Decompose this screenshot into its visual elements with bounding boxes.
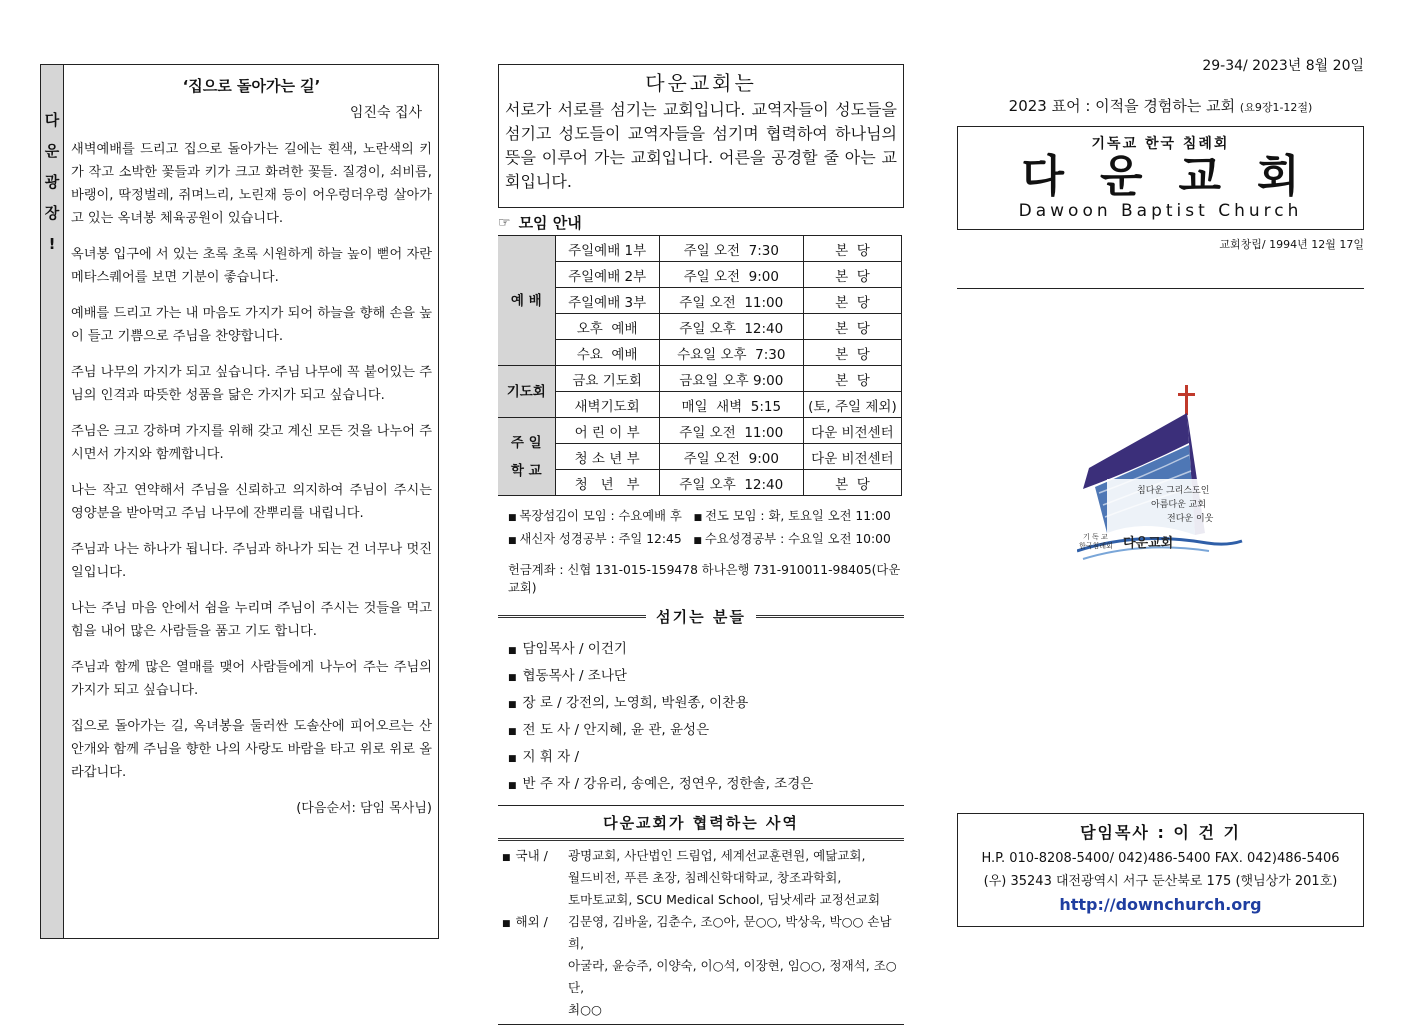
logo-church-name: 다운교회 [1123,536,1174,551]
essay-paragraph: 주님 나무의 가지가 되고 싶습니다. 주님 나무에 꼭 붙어있는 주님의 인격과 따뜻한 성품을 닮은 가지가 되고 싶습니다. [71,365,432,403]
essay-paragraph: 주님과 함께 많은 열매를 맺어 사람들에게 나누어 주는 주님의 가지가 되고 싶습니다. [71,660,432,698]
schedule-name: 새벽기도회 [555,392,659,418]
side-tab-char: ! [48,235,56,253]
meeting-schedule-table [498,235,902,496]
schedule-place: 다운 비전센터 [803,418,901,444]
square-bullet-icon: ■ [693,536,702,546]
schedule-name: 오후 예배 [555,314,659,340]
logo-motto-line: 아름다운 교회 [1151,500,1207,510]
list-item: ■ 담임목사 / 이건기 [508,641,627,657]
pointing-hand-icon: ☞ [498,214,511,231]
square-bullet-icon: ■ [508,513,517,523]
schedule-name: 청 년 부 [555,470,659,496]
schedule-place: 본 당 [803,288,901,314]
list-item: ■ 지 휘 자 / [508,749,580,765]
essay-paragraph: 나는 작고 연약해서 주님을 신뢰하고 의지하여 주님이 주시는 영양분을 받아먹고 주님 나무에 잔뿌리를 내립니다. [71,483,432,521]
church-name: 다운교회 [1021,151,1336,202]
essay-paragraph: 옥녀봉 입구에 서 있는 초록 초록 시원하게 하늘 높이 뻗어 자란 메타스퀘어를 보면 기분이 좋습니다. [71,247,432,285]
schedule-name: 수요 예배 [555,340,659,366]
square-bullet-icon: ■ [502,919,511,929]
schedule-time: 주일 오전 9:00 [659,262,803,288]
schedule-group-label: 예 배 [498,236,555,366]
essay-paragraph: 예배를 드리고 가는 내 마음도 가지가 되어 하늘을 향해 손을 높이 들고 기쁨으로 주님을 찬양합니다. [71,306,432,344]
divider [498,615,646,618]
logo-motto-line: 전다운 이웃 [1167,514,1214,524]
address: (우) 35243 대전광역시 서구 둔산북로 175 (햇님상가 201호) [983,874,1338,889]
schedule-place: 다운 비전센터 [803,444,901,470]
schedule-place: 본 당 [803,340,901,366]
coop-title: 다운교회가 협력하는 사역 [498,805,904,841]
schedule-name: 주일예배 3부 [555,288,659,314]
denomination: 기독교 한국 침례회 [1091,136,1230,152]
schedule-place: 본 당 [803,470,901,496]
table-row [498,444,902,470]
note-line: ■ 새신자 성경공부 : 주일 12:45 ■ 수요성경공부 : 수요일 오전 10:00 [508,532,891,546]
schedule-time: 주일 오후 12:40 [659,314,803,340]
pastor-name: 담임목사 : 이 건 기 [1080,823,1241,842]
essay [71,73,432,816]
issue-number: 29-34/ 2023년 8월 20일 [1202,58,1364,74]
essay-paragraph: 나는 주님 마음 안에서 쉼을 누리며 주님이 주시는 것들을 먹고 힘을 내어 많은 사람들을 품고 기도 합니다. [71,601,432,639]
side-tab-char: 다 [44,111,60,129]
list-item: ■ 협동목사 / 조나단 [508,668,627,684]
schedule-name: 주일예배 2부 [555,262,659,288]
about-title: 다운교회는 [645,71,757,95]
coop-domestic: ■ 국내 / 광명교회, 사단법인 드림업, 세계선교훈련원, 예닮교회, 월드비전, 푸른 초장, 침례신학대학교, 창조과학회, 토마토교회, SCU Medical School, 딤낫세라 교정선교회 [502,848,881,907]
staff-heading [498,606,904,627]
staff-list [508,637,904,799]
essay-paragraph: 주님은 크고 강하며 가지를 위해 갖고 계신 모든 것을 나누어 주시면서 가지와 함께합니다. [71,424,432,462]
church-logo [1077,383,1252,593]
table-row [498,392,902,418]
divider [957,288,1364,289]
about-box [498,64,904,208]
square-bullet-icon: ■ [508,646,517,656]
schedule-place: 본 당 [803,262,901,288]
side-tab-char: 장 [44,204,60,222]
founding-date: 교회창립/ 1994년 12월 17일 [1219,238,1364,251]
essay-panel [40,64,439,939]
schedule-place: (토, 주일 제외) [803,392,901,418]
about-text: 서로가 서로를 섬기는 교회입니다. 교역자들이 성도들을 섬기고 성도들이 교역자들을 섬기며 협력하여 하나님의 뜻을 이루어 가는 교회입니다. 어른을 공경할 줄 아는 교회입니다. [505,100,897,191]
contact-box [957,813,1364,927]
essay-paragraph: 새벽예배를 드리고 집으로 돌아가는 길에는 흰색, 노란색의 키가 작고 소박한 꽃들과 키가 크고 화려한 꽃들. 질경이, 쇠비름, 바랭이, 딱정벌레, 쥐며느리, 노린재 등이 어우렁더우렁 살아가고 있는 옥녀봉 체육공원이 있습니다. [71,142,432,226]
meeting-notes [508,506,904,552]
schedule-time: 주일 오전 9:00 [659,444,803,470]
schedule-time: 주일 오전 7:30 [659,236,803,262]
table-row [498,236,902,262]
table-row [498,340,902,366]
schedule-group-label: 주 일 학 교 [498,418,555,496]
schedule-time: 금요일 오후 9:00 [659,366,803,392]
schedule-name: 어 린 이 부 [555,418,659,444]
schedule-time: 주일 오후 12:40 [659,470,803,496]
schedule-time: 매일 새벽 5:15 [659,392,803,418]
side-tab-char: 광 [44,173,60,191]
schedule-place: 본 당 [803,236,901,262]
schedule-place: 본 당 [803,366,901,392]
square-bullet-icon: ■ [508,536,517,546]
info-column [498,64,904,1025]
schedule-group-label: 기도회 [498,366,555,418]
schedule-time: 주일 오전 11:00 [659,288,803,314]
side-tab-char: 운 [44,142,60,160]
phone-numbers: H.P. 010-8208-5400/ 042)486-5400 FAX. 042)486-5406 [981,851,1340,866]
logo-denomination: 기 독 교 [1083,533,1108,541]
essay-paragraph: 주님과 나는 하나가 됩니다. 주님과 하나가 되는 건 너무나 멋진 일입니다. [71,542,432,580]
divider [756,615,904,618]
essay-paragraph: 집으로 돌아가는 길, 옥녀봉을 둘러싼 도솔산에 피어오르는 산안개와 함께 주님을 향한 나의 사랑도 바람을 타고 위로 위로 올라갑니다. [71,719,432,780]
coop-overseas: ■ 해외 / 김문영, 김바울, 김춘수, 조○아, 문○○, 박상욱, 박○○ 손남희, 아굴라, 윤승주, 이양숙, 이○석, 이장현, 임○○, 정재석, 조○단, 최○○ [502,914,897,1017]
square-bullet-icon: ■ [693,513,703,523]
square-bullet-icon: ■ [508,754,517,764]
list-item: ■ 전 도 사 / 안지혜, 윤 관, 윤성은 [508,722,710,738]
church-name-box [957,126,1364,230]
table-row [498,288,902,314]
list-item: ■ 반 주 자 / 강유리, 송예은, 정연우, 정한솔, 조경은 [508,776,814,792]
square-bullet-icon: ■ [508,781,517,791]
table-row [498,418,902,444]
logo-denomination: 한국침례회 [1079,542,1113,550]
staff-title: 섬기는 분들 [656,608,746,626]
schedule-time: 수요일 오후 7:30 [659,340,803,366]
cross-icon [1185,385,1188,415]
square-bullet-icon: ■ [502,853,511,863]
table-row [498,314,902,340]
table-row [498,366,902,392]
schedule-time: 주일 오전 11:00 [659,418,803,444]
schedule-place: 본 당 [803,314,901,340]
website-link[interactable]: http://downchurch.org [1059,895,1262,914]
schedule-name: 청 소 년 부 [555,444,659,470]
square-bullet-icon: ■ [508,700,517,710]
schedule-name: 금요 기도회 [555,366,659,392]
list-item: ■ 장 로 / 강전의, 노영희, 박원종, 이찬용 [508,695,749,711]
church-name-english: Dawoon Baptist Church [1018,201,1303,221]
cross-icon-bar [1178,393,1195,396]
logo-motto-line: 침다운 그리스도인 [1137,486,1210,496]
yearly-theme: 2023 표어 : 이적을 경험하는 교회 (요9장1-12절) [1008,97,1313,115]
side-tab-label [41,65,64,938]
table-row [498,470,902,496]
table-row [498,262,902,288]
square-bullet-icon: ■ [508,727,517,737]
square-bullet-icon: ■ [508,673,517,683]
essay-title: ‘집으로 돌아가는 길’ [182,77,321,95]
cover-column [957,55,1364,914]
essay-signature: (다음순서: 담임 목사님) [296,801,432,816]
meeting-heading [498,212,904,233]
note-line: ■ 목장섬김이 모임 : 수요예배 후 ■ 전도 모임 : 화, 토요일 오전 11:00 [508,509,891,523]
schedule-name: 주일예배 1부 [555,236,659,262]
coop-list [498,845,904,1025]
offering-account: 헌금계좌 : 신협 131-015-159478 하나은행 731-910011-98405(다운교회) [508,563,901,595]
meeting-title: 모임 안내 [518,214,582,232]
theme-reference: (요9장1-12절) [1239,101,1313,114]
essay-author: 임진숙 집사 [349,105,422,121]
